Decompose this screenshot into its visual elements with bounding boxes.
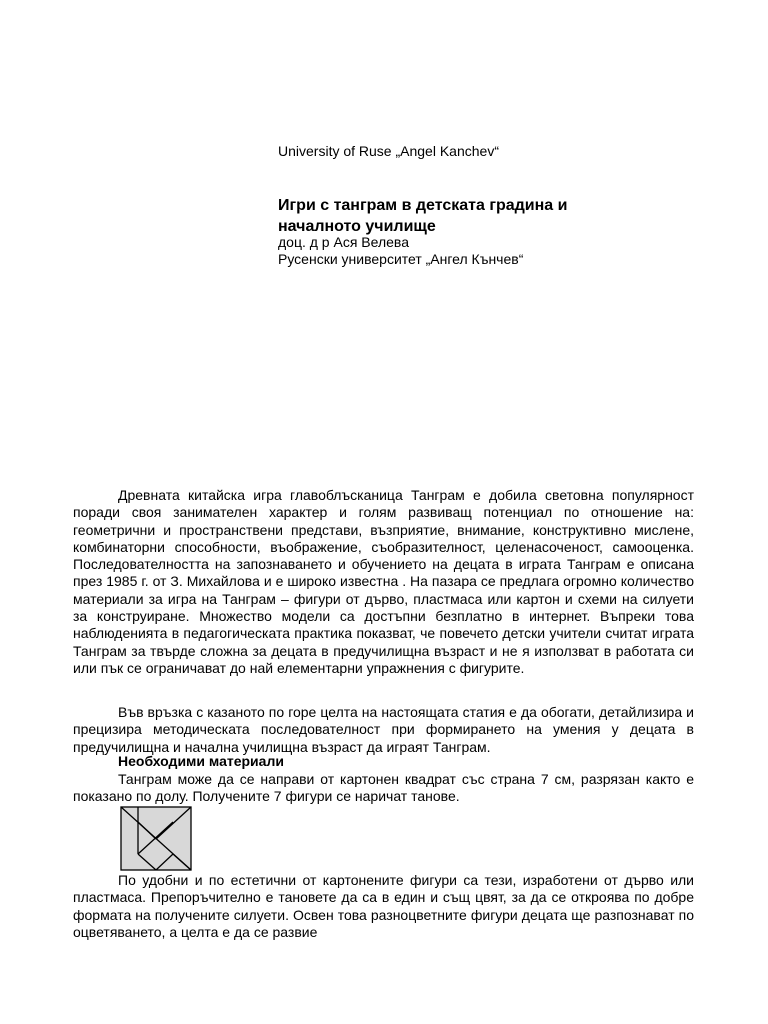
paragraph-intro: Древната китайска игра главоблъсканица Танграм е добила световна популярност поради своя занимателен характер и голям развиващ потенциал по отношение на: геометрични и пространствени представи, възприятие, внимание, конструктивно мислене, комбинаторни способности, въображение, съобразителност, целенасоченост, самооценка. Последователността на запознаването и обучението на децата в играта Танграм е описана през 1985 г. от З. Михайлова и е широко известна . На пазара се предлага огромно количество материали за игра на Танграм – фигури от дърво, пластмаса или картон и схеми на силуети за конструиране. Множество модели са достъпни безплатно в интернет. Въпреки това наблюденията в педагогическата практика показват, че повечето детски учители считат играта Танграм за твърде сложна за децата в предучилищна възраст и не я използват в работата си или пък се ограничават до най елементарни упражнения с фигурите. <box>73 487 694 676</box>
paragraph-materials: Танграм може да се направи от картонен квадрат със страна 7 см, разрязан както е показано по долу. Получените 7 фигури се наричат танове. <box>73 771 694 805</box>
author-affiliation: Русенски университет „Ангел Кънчев“ <box>278 251 524 267</box>
author-name: доц. д р Ася Велева <box>278 234 409 250</box>
university-line: University of Ruse „Angel Kanchev“ <box>278 143 499 159</box>
title-line-2: началното училище <box>278 218 436 235</box>
heading-materials: Необходими материали <box>118 753 284 769</box>
tangram-diagram <box>120 806 192 871</box>
paragraph-wooden-pieces: По удобни и по естетични от картонените фигури са тези, изработени от дърво или пластмаса. Препоръчително е тановете да са в един и същ цвят, за да се откроява по добре формата на получените силуети. Освен това разноцветните фигури децата ще разпознават по оцветяването, а целта е да се развие <box>73 872 694 940</box>
paragraph-aim: Във връзка с казаното по горе целта на настоящата статия е да обогати, детайлизира и прецизира методическата последователност при формирането на умения у децата в предучилищна и начална училищна възраст да играят Танграм. <box>73 704 694 755</box>
title-line-1: Игри с танграм в детската градина и <box>278 197 568 214</box>
paper-title <box>278 195 567 237</box>
